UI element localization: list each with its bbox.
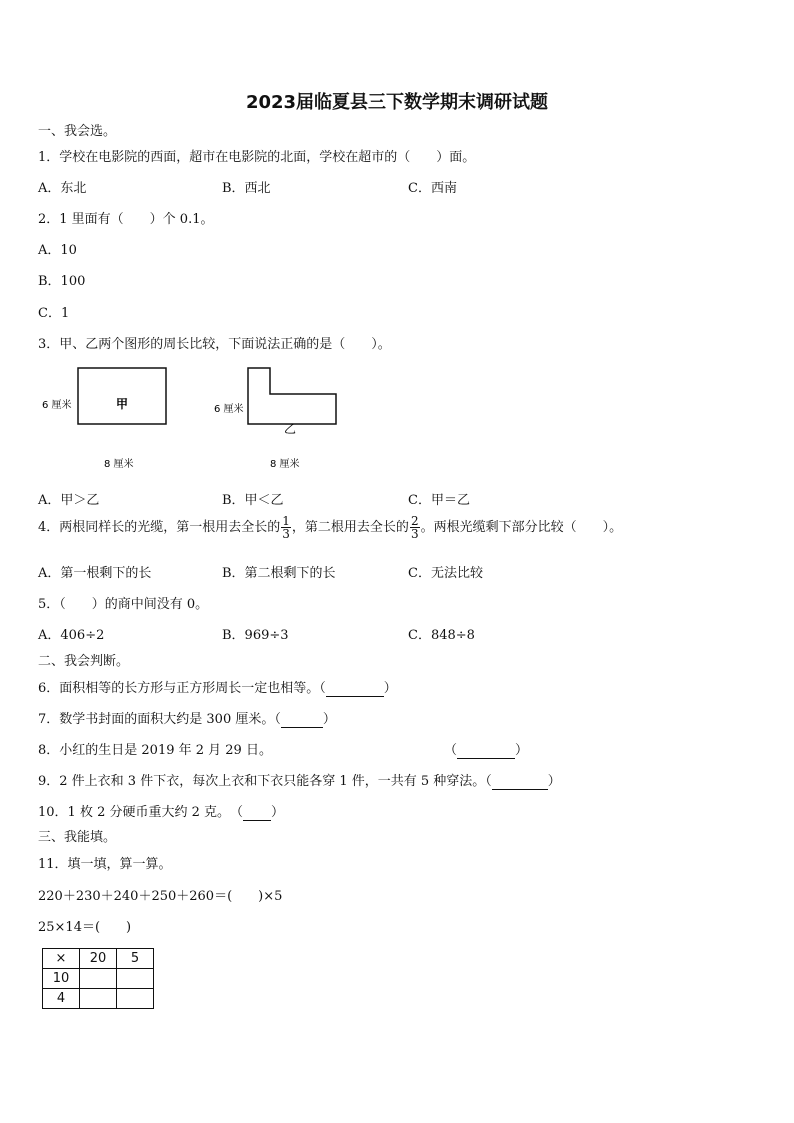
figure-yi-height-label: 6 厘米 [214, 404, 244, 415]
q10-text: 10．1 枚 2 分硬币重大约 2 克。 （ [38, 805, 244, 820]
q6-paren-close: ） [383, 681, 397, 696]
q1-option-b[interactable]: B．西北 [222, 181, 271, 196]
figure-jia-height-label: 6 厘米 [42, 400, 72, 411]
q1-option-c[interactable]: C．西南 [408, 181, 457, 196]
q3-option-b[interactable]: B．甲＜乙 [222, 493, 284, 508]
table-header-cell: 5 [117, 949, 154, 969]
figure-jia-label: 甲 [116, 397, 129, 411]
question-9 [38, 770, 561, 790]
q10-answer-blank[interactable] [243, 805, 271, 821]
q11-expression-sum: 220＋230＋240＋250＋260＝( )×5 [38, 889, 283, 904]
question-11-text: 11．填一填，算一算。 [38, 857, 172, 872]
fraction-two-thirds: $\frac{2}{3}$ [410, 514, 419, 541]
page-title: 2023届临夏县三下数学期末调研试题 [245, 92, 549, 113]
q2-option-c[interactable]: C．1 [38, 306, 70, 321]
question-7 [38, 708, 336, 728]
fraction-one-third: $\frac{1}{3}$ [282, 514, 290, 541]
q4-text-middle: ，第二根用去全长的 [291, 520, 409, 535]
question-3-text: 3．甲、乙两个图形的周长比较，下面说法正确的是（ ）。 [38, 337, 391, 352]
question-8-text: 8．小红的生日是 2019 年 2 月 29 日。 [38, 743, 272, 758]
q7-answer-blank[interactable] [281, 712, 323, 728]
question-2-text: 2．1 里面有（ ）个 0.1。 [38, 212, 214, 227]
q7-paren-close: ） [322, 712, 336, 727]
table-cell-answer[interactable] [80, 989, 117, 1009]
q6-answer-blank[interactable] [326, 681, 384, 697]
q9-text: 9．2 件上衣和 3 件下衣，每次上衣和下衣只能各穿 1 件，一共有 5 种穿法。（ [38, 774, 492, 789]
q8-paren-open: （ [444, 743, 458, 758]
table-header-cell: × [43, 949, 80, 969]
q2-option-a[interactable]: A．10 [38, 243, 77, 258]
table-row [43, 989, 154, 1009]
section-heading-choose: 一、我会选。 [38, 124, 117, 139]
q9-paren-close: ） [547, 774, 561, 789]
table-header-row [43, 949, 154, 969]
section-heading-judge: 二、我会判断。 [38, 654, 130, 669]
q7-text: 7．数学书封面的面积大约是 300 厘米。（ [38, 712, 281, 727]
q8-answer-blank[interactable] [457, 743, 515, 759]
question-4-text [38, 515, 622, 540]
q4-text-start: 4．两根同样长的光缆，第一根用去全长的 [38, 520, 281, 535]
figure-jia-rectangle [78, 368, 166, 424]
table-row-label: 4 [43, 989, 80, 1009]
figure-yi-label: 乙 [284, 422, 297, 436]
q8-paren-close: ） [515, 743, 529, 758]
q6-text: 6．面积相等的长方形与正方形周长一定也相等。（ [38, 681, 326, 696]
q4-option-b[interactable]: B．第二根剩下的长 [222, 566, 336, 581]
perimeter-figures [38, 362, 358, 477]
table-cell-answer[interactable] [117, 969, 154, 989]
q5-option-a[interactable]: A．406÷2 [38, 628, 105, 643]
question-10 [38, 801, 284, 821]
q9-answer-blank[interactable] [492, 774, 548, 790]
question-5-text: 5．（ ）的商中间没有 0。 [38, 597, 209, 612]
q11-expression-product: 25×14＝( ) [38, 920, 132, 935]
table-row-label: 10 [43, 969, 80, 989]
table-cell-answer[interactable] [117, 989, 154, 1009]
q4-option-a[interactable]: A．第一根剩下的长 [38, 566, 152, 581]
q1-option-a[interactable]: A．东北 [38, 181, 87, 196]
figure-jia-width-label: 8 厘米 [104, 459, 134, 470]
figure-yi-width-label: 8 厘米 [270, 459, 300, 470]
question-8-answer [444, 739, 528, 759]
q5-option-c[interactable]: C．848÷8 [408, 628, 475, 643]
multiplication-table [42, 948, 154, 1009]
q5-option-b[interactable]: B．969÷3 [222, 628, 289, 643]
question-1-text: 1．学校在电影院的西面，超市在电影院的北面，学校在超市的（ ）面。 [38, 150, 476, 165]
question-6 [38, 677, 397, 697]
table-cell-answer[interactable] [80, 969, 117, 989]
q3-option-c[interactable]: C．甲＝乙 [408, 493, 470, 508]
figure-yi-shape [248, 368, 336, 424]
q10-paren-close: ） [271, 805, 285, 820]
q4-text-end: 。两根光缆剩下部分比较（ ）。 [420, 520, 623, 535]
q2-option-b[interactable]: B．100 [38, 274, 86, 289]
q3-option-a[interactable]: A．甲＞乙 [38, 493, 100, 508]
table-header-cell: 20 [80, 949, 117, 969]
section-heading-fill: 三、我能填。 [38, 830, 117, 845]
table-row [43, 969, 154, 989]
q4-option-c[interactable]: C．无法比较 [408, 566, 483, 581]
